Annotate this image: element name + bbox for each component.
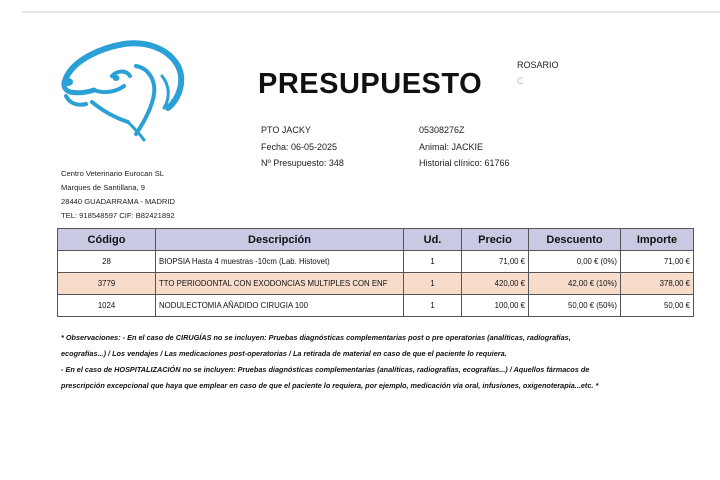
- budget-number: Nº Presupuesto: 348: [261, 158, 344, 168]
- animal-name: Animal: JACKIE: [419, 141, 484, 152]
- cell-units: 1: [404, 295, 462, 317]
- clinic-contact: TEL: 918548597 CIF: B82421892: [61, 211, 175, 220]
- cell-code: 28: [58, 251, 156, 273]
- cell-price: 71,00 €: [462, 251, 529, 273]
- document-title: PRESUPUESTO: [258, 68, 483, 100]
- cell-units: 1: [404, 251, 462, 273]
- client-block: [517, 57, 559, 89]
- clinical-history: Historial clínico: 61766: [419, 158, 510, 168]
- cell-price: 420,00 €: [462, 273, 529, 295]
- observation-line: ecografías...) / Los vendajes / Las medicaciones post-operatorias / La retirada de material en caso de que el paciente lo requiera.: [61, 349, 507, 358]
- cell-discount: 42,00 € (10%): [529, 273, 621, 295]
- table-row: [58, 251, 694, 273]
- cell-code: 1024: [58, 295, 156, 317]
- cell-code: 3779: [58, 273, 156, 295]
- table-row: [58, 295, 694, 317]
- cell-price: 100,00 €: [462, 295, 529, 317]
- col-header-units: Ud.: [404, 229, 462, 251]
- budget-info-right: [419, 122, 510, 172]
- cell-discount: 0,00 € (0%): [529, 251, 621, 273]
- col-header-description: Descripción: [156, 229, 404, 251]
- observation-line: - En el caso de HOSPITALIZACIÓN no se incluyen: Pruebas diagnósticas complementarias (analíticas, radiografías, ecografías...) / Aquellos fármacos de: [61, 365, 590, 374]
- client-name: ROSARIO: [517, 60, 559, 70]
- cell-description: BIOPSIA Hasta 4 muestras -10cm (Lab. Histovet): [156, 251, 404, 273]
- cell-description: NODULECTOMIA AÑADIDO CIRUGIA 100: [156, 295, 404, 317]
- col-header-code: Código: [58, 229, 156, 251]
- table-row: [58, 273, 694, 295]
- cell-amount: 378,00 €: [621, 273, 694, 295]
- col-header-price: Precio: [462, 229, 529, 251]
- table-header-row: [58, 229, 694, 251]
- cell-description: TTO PERIODONTAL CON EXODONCIAS MULTIPLES CON ENF: [156, 273, 404, 295]
- clinic-name: Centro Veterinario Eurocan SL: [61, 169, 164, 178]
- observations: [61, 330, 701, 394]
- cell-units: 1: [404, 273, 462, 295]
- dog-head-logo-icon: [52, 36, 192, 146]
- observation-line: * Observaciones: - En el caso de CIRUGÍAS no se incluyen: Pruebas diagnósticas complementarias post o pre operatorias (analíticas, radiografías,: [61, 333, 571, 342]
- budget-info-left: [261, 122, 344, 172]
- cell-amount: 71,00 €: [621, 251, 694, 273]
- cell-discount: 50,00 € (50%): [529, 295, 621, 317]
- clinic-street: Marques de Santillana, 9: [61, 183, 146, 192]
- client-line-2: C: [517, 76, 524, 86]
- top-divider: [22, 11, 720, 13]
- budget-ref: PTO JACKY: [261, 125, 311, 135]
- col-header-amount: Importe: [621, 229, 694, 251]
- clinic-city: 28440 GUADARRAMA - MADRID: [61, 197, 175, 206]
- cell-amount: 50,00 €: [621, 295, 694, 317]
- clinic-address: [61, 167, 175, 223]
- budget-date: Fecha: 06-05-2025: [261, 141, 338, 152]
- col-header-discount: Descuento: [529, 229, 621, 251]
- client-id: 05308276Z: [419, 125, 465, 135]
- observation-line: prescripción excepcional que haya que emplear en caso de que el paciente lo requiera, por ejemplo, medicación vía oral, infusiones, oxigenoterapia...etc. *: [61, 381, 599, 390]
- budget-table: [57, 228, 694, 317]
